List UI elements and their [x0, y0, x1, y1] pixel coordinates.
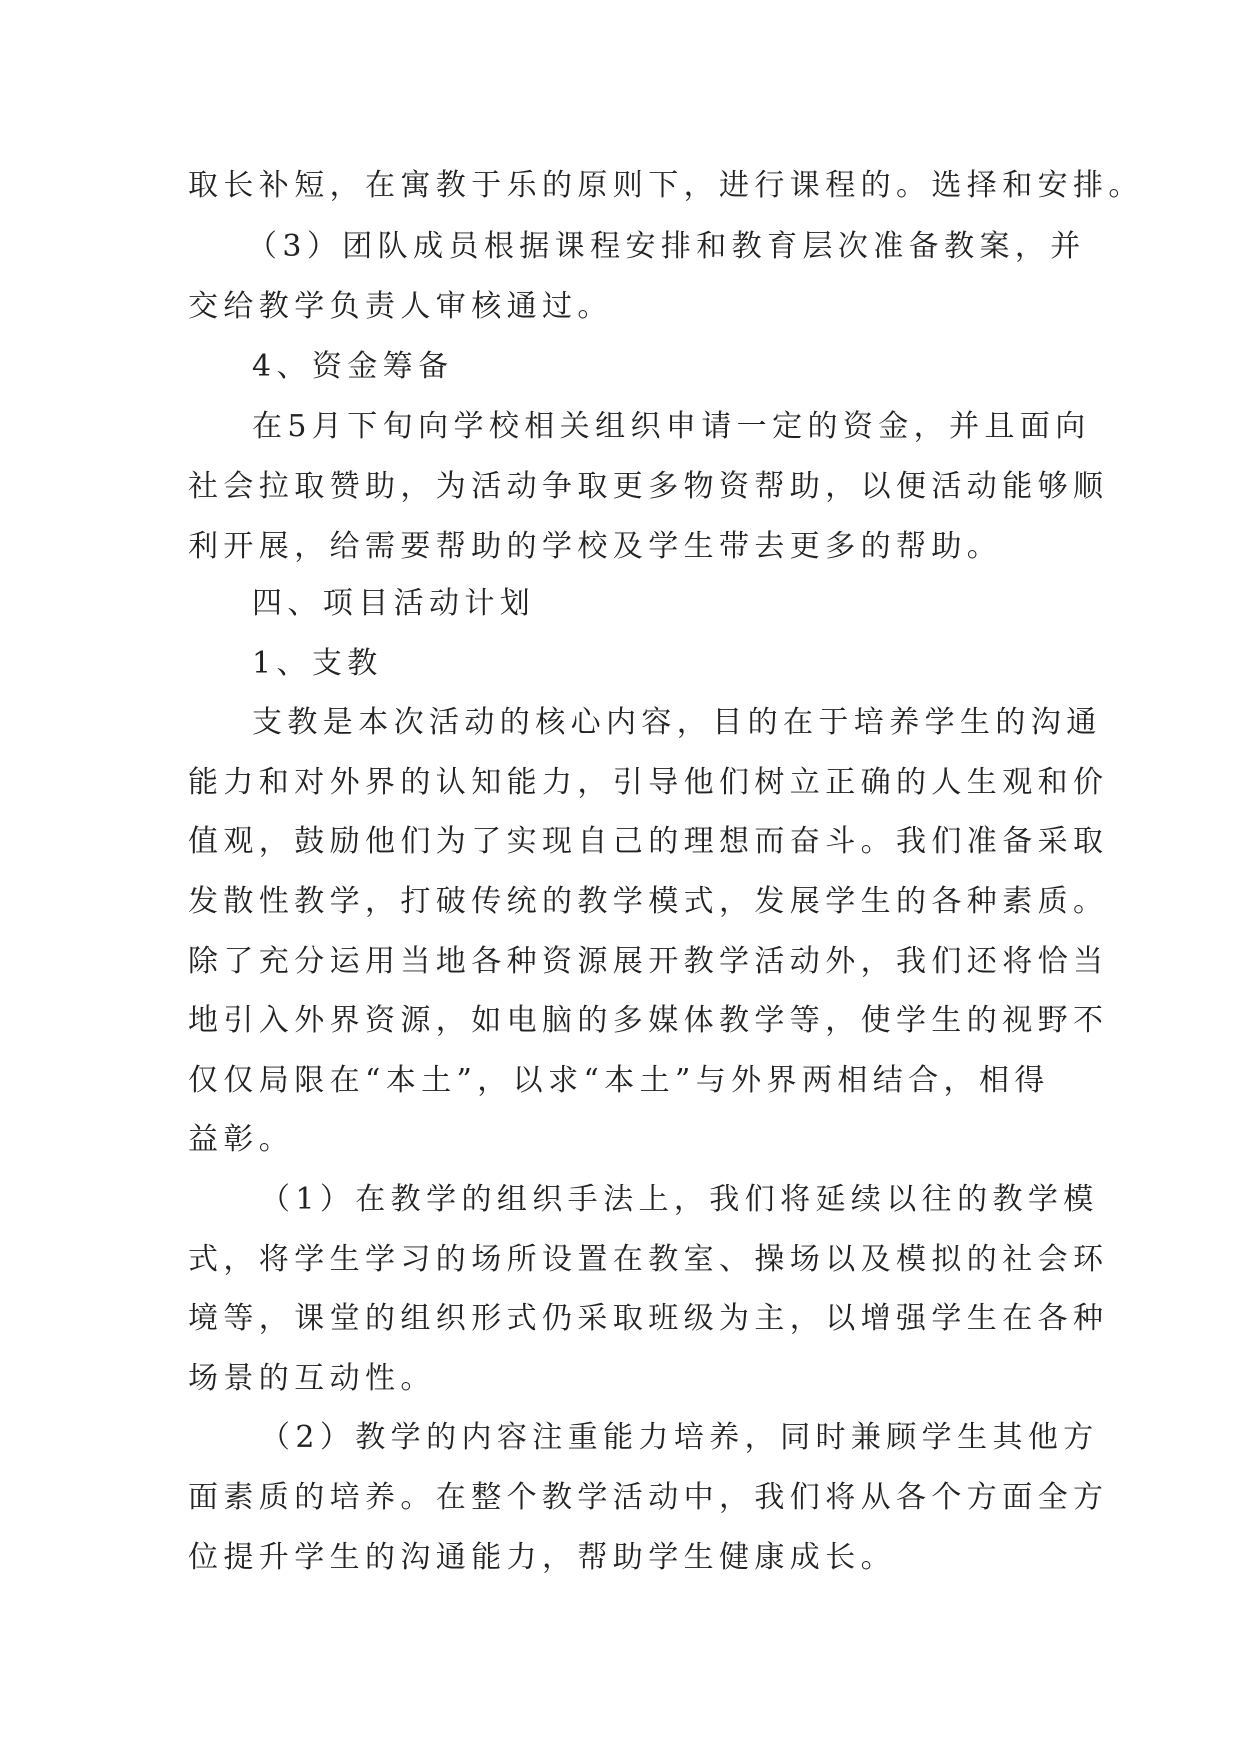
- text-line: 交给教学负责人审核通过。: [188, 289, 613, 324]
- text-line: （1）在教学的组织手法上，我们将延续以往的教学模: [260, 1182, 1099, 1217]
- text-line: 取长补短，在寓教于乐的原则下，进行课程的。选择和安排。: [188, 168, 1144, 203]
- text-line: 利开展，给需要帮助的学校及学生带去更多的帮助。: [188, 529, 1003, 564]
- section-heading: 四、项目活动计划: [252, 586, 536, 621]
- text-line: 面素质的培养。在整个教学活动中，我们将从各个方面全方: [188, 1480, 1109, 1515]
- section-heading: 4、资金筹备: [252, 349, 454, 384]
- text-line: 在5月下旬向学校相关组织申请一定的资金，并且面向: [252, 409, 1091, 444]
- text-line: 发散性教学，打破传统的教学模式，发展学生的各种素质。: [188, 884, 1109, 919]
- text-line: （3）团队成员根据课程安排和教育层次准备教案，并: [247, 229, 1086, 264]
- text-line: （2）教学的内容注重能力培养，同时兼顾学生其他方: [260, 1420, 1099, 1455]
- text-line: 能力和对外界的认知能力，引导他们树立正确的人生观和价: [188, 765, 1109, 800]
- text-line: 除了充分运用当地各种资源展开教学活动外，我们还将恰当: [188, 944, 1109, 979]
- text-line: 支教是本次活动的核心内容，目的在于培养学生的沟通: [252, 705, 1102, 740]
- text-line: 益彰。: [188, 1122, 295, 1157]
- text-line: 地引入外界资源，如电脑的多媒体教学等，使学生的视野不: [188, 1003, 1109, 1038]
- section-heading: 1、支教: [252, 646, 383, 681]
- text-line: 仅仅局限在“本土”，以求“本土”与外界两相结合，相得: [188, 1063, 1050, 1098]
- text-line: 位提升学生的沟通能力，帮助学生健康成长。: [188, 1540, 896, 1575]
- text-line: 式，将学生学习的场所设置在教室、操场以及模拟的社会环: [188, 1242, 1109, 1277]
- text-line: 场景的互动性。: [188, 1361, 436, 1396]
- text-line: 值观，鼓励他们为了实现自己的理想而奋斗。我们准备采取: [188, 824, 1109, 859]
- text-line: 社会拉取赞助，为活动争取更多物资帮助，以便活动能够顺: [188, 469, 1109, 504]
- text-line: 境等，课堂的组织形式仍采取班级为主，以增强学生在各种: [188, 1301, 1109, 1336]
